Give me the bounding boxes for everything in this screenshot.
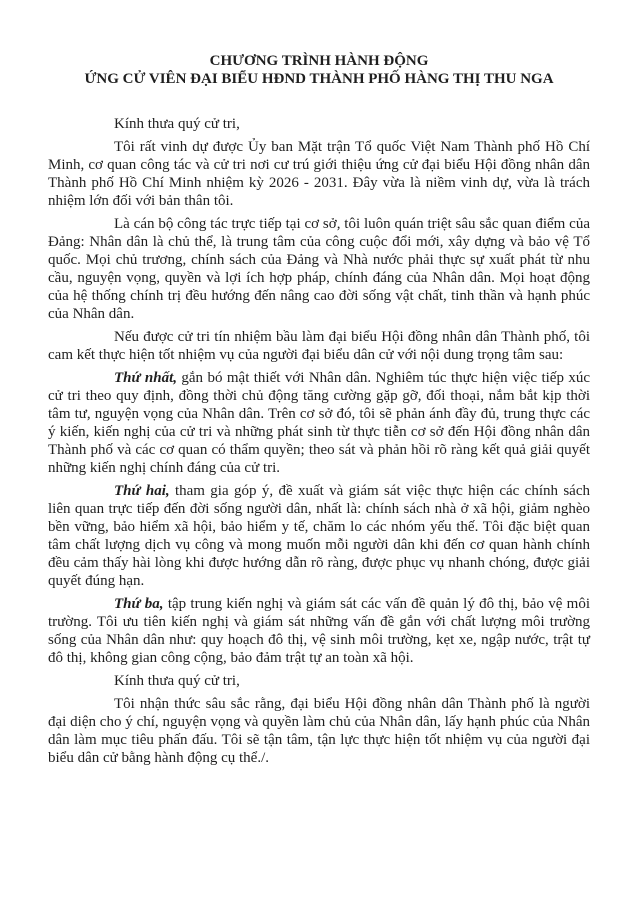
- paragraph-commitment: [48, 328, 590, 364]
- document-title: [48, 52, 590, 88]
- paragraph-lead-first: Thứ nhất,: [114, 370, 177, 386]
- paragraph-second-point: [48, 482, 590, 590]
- paragraph-text: Tôi nhận thức sâu sắc rằng, đại biểu Hội đồng nhân dân Thành phố là người đại diện cho ý chí, nguyện vọng và quyền làm chủ của Nhân dân, lấy hạnh phúc của Nhân dân làm mục tiêu phấn đấu. Tôi sẽ tận tâm, tận lực thực hiện tốt nhiệm vụ của người đại biểu dân cử bằng hành động cụ thể./.: [48, 696, 590, 766]
- paragraph-salutation-1: [48, 115, 590, 133]
- paragraph-viewpoint: [48, 215, 590, 323]
- paragraph-text: Là cán bộ công tác trực tiếp tại cơ sở, tôi luôn quán triệt sâu sắc quan điểm của Đảng: Nhân dân là chủ thể, là trung tâm của công cuộc đổi mới, xây dựng và bảo vệ Tổ quốc. Mọi chủ trương, chính sách của Đảng và Nhà nước phải thực sự xuất phát từ nhu cầu, nguyện vọng, quyền và lợi ích hợp pháp, chính đáng của Nhân dân. Mọi hoạt động của hệ thống chính trị đều hướng đến nâng cao đời sống vật chất, tinh thần và hạnh phúc của Nhân dân.: [48, 216, 590, 322]
- paragraph-salutation-2: [48, 672, 590, 690]
- paragraph-lead-third: Thứ ba,: [114, 596, 164, 612]
- paragraph-intro: [48, 138, 590, 210]
- paragraph-closing: [48, 695, 590, 767]
- paragraph-third-point: [48, 595, 590, 667]
- paragraph-text: Kính thưa quý cử tri,: [114, 673, 240, 689]
- paragraph-first-point: [48, 369, 590, 477]
- paragraph-lead-second: Thứ hai,: [114, 483, 170, 499]
- paragraph-text: gắn bó mật thiết với Nhân dân. Nghiêm túc thực hiện việc tiếp xúc cử tri theo quy định, đồng thời chủ động tăng cường gặp gỡ, đối thoại, nắm bắt kịp thời tâm tư, nguyện vọng của Nhân dân. Trên cơ sở đó, tôi sẽ phản ánh đầy đủ, trung thực các ý kiến, kiến nghị của cử tri và những phát sinh từ thực tiễn cơ sở đến Hội đồng nhân dân Thành phố và các cơ quan có thẩm quyền; theo sát và phản hồi rõ ràng kết quả giải quyết những kiến nghị chính đáng của cử tri.: [48, 370, 591, 476]
- paragraph-text: Tôi rất vinh dự được Ủy ban Mặt trận Tổ quốc Việt Nam Thành phố Hồ Chí Minh, cơ quan công tác và cử tri nơi cư trú giới thiệu ứng cử đại biểu Hội đồng nhân dân Thành phố Hồ Chí Minh nhiệm kỳ 2026 - 2031. Đây vừa là niềm vinh dự, vừa là trách nhiệm lớn đối với bản thân tôi.: [48, 139, 590, 209]
- document-title-line2: ỨNG CỬ VIÊN ĐẠI BIỂU HĐND THÀNH PHỐ HÀNG THỊ THU NGA: [84, 71, 554, 87]
- paragraph-text: Kính thưa quý cử tri,: [114, 116, 240, 132]
- document-title-line1: CHƯƠNG TRÌNH HÀNH ĐỘNG: [209, 53, 429, 69]
- paragraph-text: tham gia góp ý, đề xuất và giám sát việc thực hiện các chính sách liên quan trực tiếp đến đời sống người dân, nhất là: chính sách nhà ở xã hội, giảm nghèo bền vững, bảo hiểm xã hội, bảo hiểm y tế, chăm lo các nhóm yếu thế. Tôi đặc biệt quan tâm chất lượng dịch vụ công và mong muốn mỗi người dân khi đến cơ quan hành chính đều cảm thấy hài lòng khi được hướng dẫn rõ ràng, được phục vụ nhanh chóng, được giải quyết đúng hạn.: [48, 483, 590, 589]
- paragraph-text: Nếu được cử tri tín nhiệm bầu làm đại biểu Hội đồng nhân dân Thành phố, tôi cam kết thực hiện tốt nhiệm vụ của người đại biểu dân cử với nội dung trọng tâm sau:: [48, 329, 590, 363]
- paragraph-text: tập trung kiến nghị và giám sát các vấn đề quản lý đô thị, bảo vệ môi trường. Tôi ưu tiên kiến nghị và giám sát những vấn đề gắn với chất lượng môi trường sống của Nhân dân như: quy hoạch đô thị, vệ sinh môi trường, kẹt xe, ngập nước, trật tự đô thị, không gian công cộng, bảo đảm trật tự an toàn xã hội.: [48, 596, 590, 666]
